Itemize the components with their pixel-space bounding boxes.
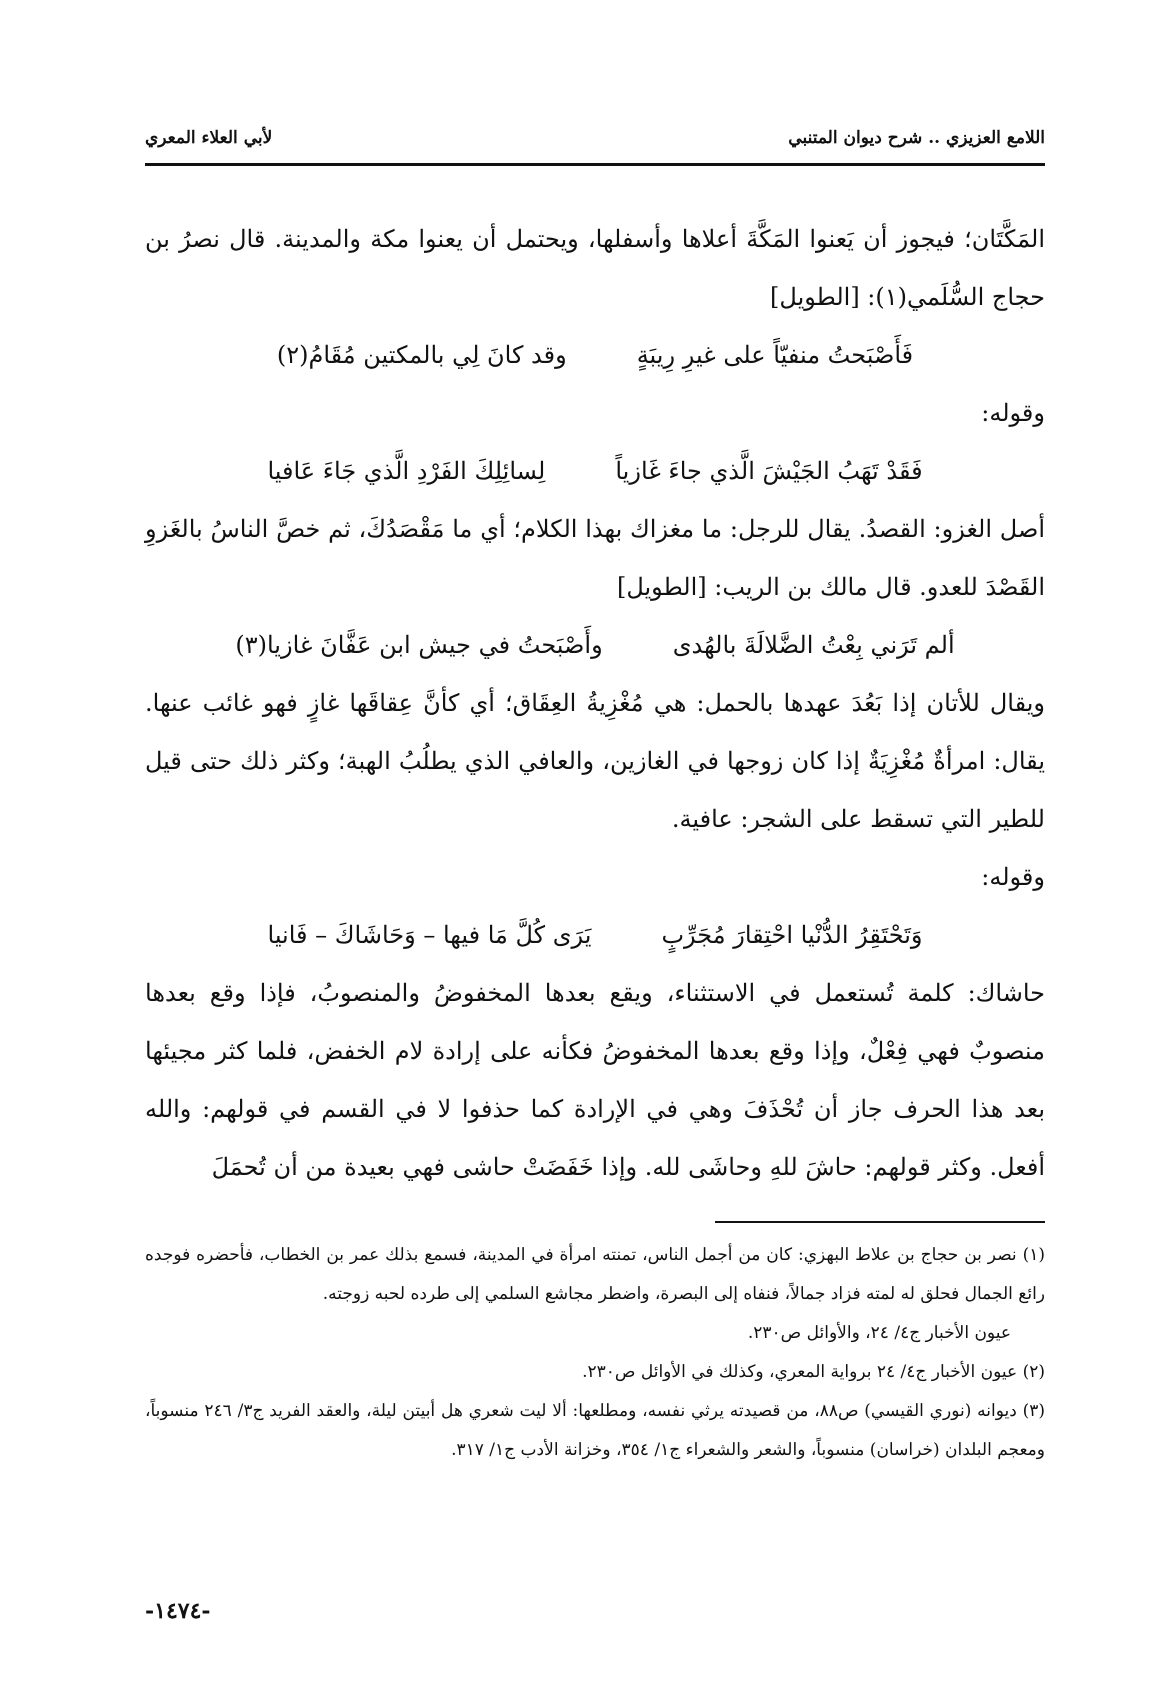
running-header-author: لأبي العلاء المعري bbox=[145, 128, 273, 148]
verse-line bbox=[145, 442, 1045, 500]
running-header-title: اللامع العزيزي .. شرح ديوان المتنبي bbox=[788, 128, 1045, 148]
footnote-1-source: عيون الأخبار ج٤/ ٢٤، والأوائل ص٢٣٠. bbox=[747, 1323, 1011, 1343]
verse-line bbox=[145, 326, 1045, 384]
paragraph: أصل الغزو: القصدُ. يقال للرجل: ما مغزاك بهذا الكلام؛ أي ما مَقْصَدُكَ، ثم خصَّ الناسُ بالغَزوِ القَصْدَ للعدو. قال مالك بن الريب: [الطويل] bbox=[145, 515, 1045, 601]
verse-line bbox=[145, 906, 1045, 964]
verse-intro-label: وقوله: bbox=[981, 863, 1045, 891]
verse-second-hemistich: وأَصْبَحتُ في جيش ابن عَفَّانَ غازيا(٣) bbox=[235, 631, 603, 659]
footnote-rule bbox=[715, 1221, 1045, 1223]
page-number: -١٤٧٤- bbox=[145, 1598, 211, 1624]
verse-line bbox=[145, 616, 1045, 674]
paragraph: حاشاك: كلمة تُستعمل في الاستثناء، ويقع بعدها المخفوضُ والمنصوبُ، فإذا وقع بعدها منصوبٌ فهي فِعْلٌ، وإذا وقع بعدها المخفوضُ فكأنه على إرادة لام الخفض، فلما كثر مجيئها بعد هذا الحرف جاز أن تُحْذَفَ وهي في الإرادة كما حذفوا لا في القسم في قولهم: والله أفعل. وكثر قولهم: حاشَ للهِ وحاشَى لله. وإذا خَفَضَتْ حاشى فهي بعيدة من أن تُحمَلَ bbox=[145, 979, 1045, 1181]
main-text bbox=[145, 210, 1045, 1196]
paragraph: المَكَّتَان؛ فيجوز أن يَعنوا المَكَّةَ أعلاها وأسفلها، ويحتمل أن يعنوا مكة والمدينة. قال نصرُ بن حجاج السُّلَمي(١): [الطويل] bbox=[145, 225, 1045, 311]
verse-first-hemistich: فَأَصْبَحتُ منفيّاً على غيرِ رِيبَةٍ bbox=[636, 341, 914, 369]
verse-first-hemistich: فَقَدْ تَهَبُ الجَيْشَ الَّذي جاءَ غَازياً bbox=[615, 457, 923, 485]
verse-second-hemistich: لِسائِلِكَ الفَرْدِ الَّذي جَاءَ عَافيا bbox=[267, 457, 546, 485]
paragraph: ويقال للأتان إذا بَعُدَ عهدها بالحمل: هي مُغْزِيةُ العِقَاق؛ أي كأنَّ عِقاقَها غازٍ فهو غائب عنها. يقال: امرأةٌ مُغْزِيَةٌ إذا كان زوجها في الغازين، والعافي الذي يطلُبُ الهبة؛ وكثر ذلك حتى قيل للطير التي تسقط على الشجر: عافية. bbox=[145, 689, 1046, 833]
footnote-1: (١) نصر بن حجاج بن علاط البهزي: كان من أجمل الناس، تمنته امرأة في المدينة، فسمع بذلك عمر بن الخطاب، فأحضره فوجده رائع الجمال فحلق له لمته فزاد جمالاً، فنفاه إلى البصرة، واضطر مجاشع السلمي إلى طرده لحبه زوجته. bbox=[145, 1245, 1045, 1304]
verse-intro-label: وقوله: bbox=[981, 399, 1045, 427]
footnote-2: (٢) عيون الأخبار ج٤/ ٢٤ برواية المعري، وكذلك في الأوائل ص٢٣٠. bbox=[582, 1362, 1045, 1382]
footnotes bbox=[145, 1236, 1045, 1470]
footnote-3: (٣) ديوانه (نوري القيسي) ص٨٨، من قصيدته يرثي نفسه، ومطلعها: ألا ليت شعري هل أبيتن ليلة، والعقد الفريد ج٣/ ٢٤٦ منسوباً، ومعجم البلدان (خراسان) منسوباً، والشعر والشعراء ج١/ ٣٥٤، وخزانة الأدب ج١/ ٣١٧. bbox=[145, 1401, 1045, 1460]
verse-first-hemistich: وَتَحْتَقِرُ الدُّنْيا احْتِقارَ مُجَرِّبٍ bbox=[661, 921, 923, 949]
header-rule bbox=[145, 163, 1045, 166]
verse-second-hemistich: يَرَى كُلَّ مَا فيها – وَحَاشَاكَ – فَانيا bbox=[267, 921, 592, 949]
verse-first-hemistich: ألم تَرَني بِعْتُ الضَّلالَةَ بالهُدى bbox=[672, 631, 955, 659]
verse-second-hemistich: وقد كانَ لِي بالمكتين مُقَامُ(٢) bbox=[276, 341, 567, 369]
